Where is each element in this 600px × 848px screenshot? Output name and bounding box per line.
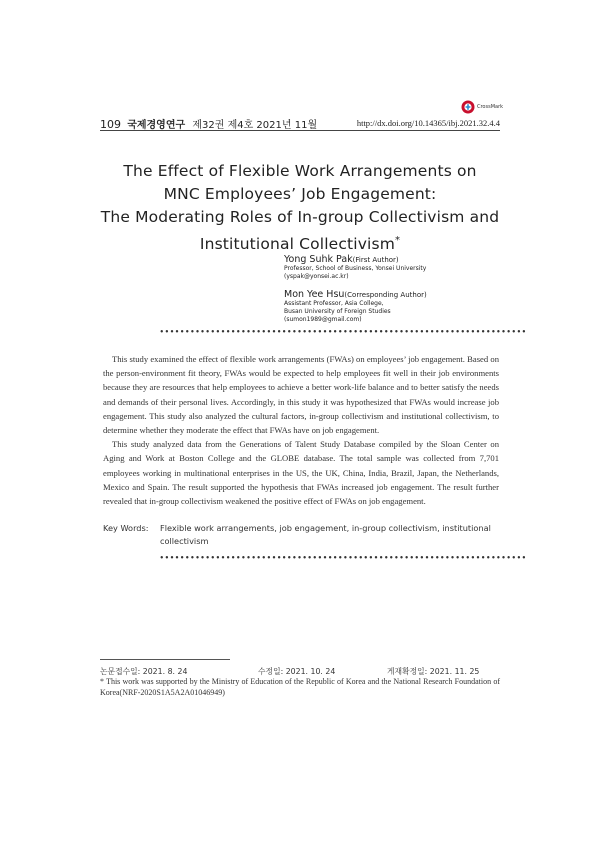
- title-line: MNC Employees’ Job Engagement:: [163, 185, 437, 203]
- journal-name: 국제경영연구: [127, 120, 186, 131]
- author-affiliation: Professor, School of Business, Yonsei University: [284, 265, 427, 272]
- author-block-corresponding: [284, 289, 427, 323]
- keywords-label: Key Words:: [103, 523, 149, 533]
- author-affiliation: Assistant Professor, Asia College,: [284, 300, 384, 307]
- abstract: [103, 352, 499, 508]
- author-role: (Corresponding Author): [344, 291, 427, 299]
- title-line: [80, 229, 520, 256]
- keywords: [103, 522, 503, 548]
- author-name: Yong Suhk Pak: [284, 254, 353, 265]
- running-header: [100, 116, 317, 131]
- abstract-paragraph: This study examined the effect of flexible work arrangements (FWAs) on employees’ job engagement. Based on the person-environment fit theory, FWAs would be expected to help employees fit well in their job environments because they are resources that help employees to achieve a better work-life balance and to better satisfy the needs and demands of their personal lives. Accordingly, in this study it was hypothesized that FWAs would increase job engagement. This study also analyzed the cultural factors, in-group collectivism and institutional collectivism, to determine whether they moderate the effect that FWAs have on job engagement.: [103, 354, 499, 436]
- author-email: (sumon1989@gmail.com): [284, 315, 362, 323]
- header-rule: [100, 130, 500, 131]
- author-block-first: [284, 254, 426, 281]
- page-number: 109: [100, 118, 121, 131]
- title-line: The Moderating Roles of In-group Collectivism and: [100, 208, 500, 226]
- funding-footnote: * This work was supported by the Ministry of Education of the Republic of Korea and the National Research Foundation of Korea(NRF-2020S1A5A2A01046949): [100, 677, 500, 697]
- author-email: (yspak@yonsei.ac.kr): [284, 272, 349, 280]
- crossmark-badge[interactable]: [461, 100, 503, 114]
- accepted-date: 게재확정일: 2021. 11. 25: [387, 667, 480, 676]
- dotted-separator: ••••••••••••••••••••••••••••••••••••••••••••••••••••••••••••••••••••••••: [160, 553, 528, 564]
- title-footnote-mark: *: [394, 235, 401, 246]
- crossmark-label: CrossMark: [477, 104, 504, 110]
- author-role: (First Author): [352, 256, 399, 264]
- doi-link[interactable]: http://dx.doi.org/10.14365/ibj.2021.32.4.4: [356, 118, 500, 128]
- author-affiliation: Busan University of Foreign Studies: [284, 307, 391, 315]
- abstract-paragraph: This study analyzed data from the Generations of Talent Study Database compiled by the Sloan Center on Aging and Work at Boston College and the GLOBE database. The total sample was collected from 7,701 employees working in multinational enterprises in the US, the UK, China, India, Brazil, Japan, the Netherlands, Mexico and Spain. The result supported the hypothesis that FWAs increased job engagement. The result further revealed that in-group collectivism weakened the positive effect of FWAs on job engagement.: [103, 439, 499, 507]
- crossmark-icon: [461, 100, 475, 114]
- keywords-text: Flexible work arrangements, job engagement, in-group collectivism, institutional collectivism: [160, 523, 491, 546]
- dotted-separator: ••••••••••••••••••••••••••••••••••••••••••••••••••••••••••••••••••••••••: [160, 327, 528, 338]
- title-line: The Effect of Flexible Work Arrangements on: [123, 162, 477, 180]
- issue-info: 제32권 제4호 2021년 11월: [192, 120, 318, 131]
- title-line-text: Institutional Collectivism: [199, 235, 395, 254]
- footnote-rule: [100, 659, 230, 660]
- received-date: 논문접수일: 2021. 8. 24: [100, 667, 188, 676]
- author-name: Mon Yee Hsu: [284, 289, 345, 300]
- paper-title: [80, 160, 520, 256]
- revised-date: 수정일: 2021. 10. 24: [258, 667, 336, 676]
